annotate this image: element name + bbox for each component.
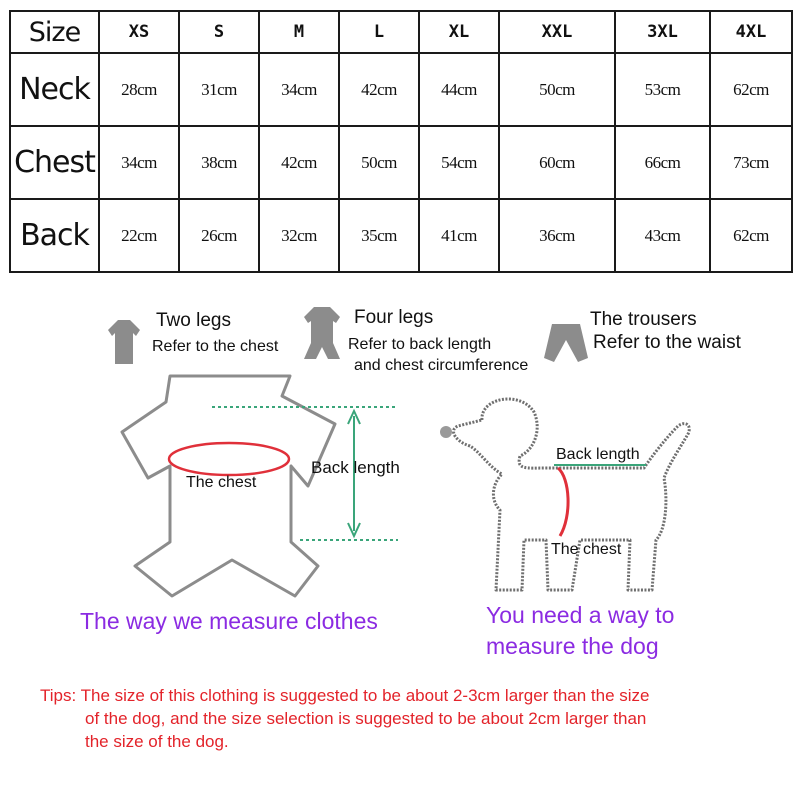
neck-row	[10, 53, 792, 126]
table-cell: 54cm	[419, 126, 499, 199]
four-legs-garment-icon	[300, 305, 344, 361]
trousers-title: The trousers	[590, 309, 697, 330]
two-legs-note: Refer to the chest	[152, 338, 279, 355]
table-cell: 50cm	[339, 126, 419, 199]
dog-caption-line1: You need a way to	[486, 602, 675, 628]
four-legs-note-line2: and chest circumference	[354, 357, 529, 374]
size-m-header: M	[259, 11, 339, 53]
table-cell: 22cm	[99, 199, 179, 272]
row-label-chest: Chest	[10, 126, 99, 199]
trousers-garment-icon	[542, 322, 590, 366]
table-cell: 44cm	[419, 53, 499, 126]
table-cell: 60cm	[499, 126, 615, 199]
table-cell: 38cm	[179, 126, 259, 199]
back-row	[10, 199, 792, 272]
table-cell: 32cm	[259, 199, 339, 272]
four-legs-note-line1: Refer to back length	[348, 336, 492, 353]
two-legs-title: Two legs	[156, 310, 231, 331]
table-cell: 62cm	[710, 53, 792, 126]
table-cell: 62cm	[710, 199, 792, 272]
legend-four-legs	[300, 305, 560, 380]
dog-caption-line2: measure the dog	[486, 633, 659, 659]
two-legs-garment-icon	[106, 318, 142, 366]
table-cell: 35cm	[339, 199, 419, 272]
table-cell: 66cm	[615, 126, 710, 199]
trousers-note: Refer to the waist	[593, 332, 741, 353]
table-cell: 31cm	[179, 53, 259, 126]
size-xl-header: XL	[419, 11, 499, 53]
four-legs-title: Four legs	[354, 307, 434, 328]
size-xxl-header: XXL	[499, 11, 615, 53]
table-cell: 42cm	[339, 53, 419, 126]
dog-measurement-illustration	[430, 390, 700, 600]
table-cell: 43cm	[615, 199, 710, 272]
row-label-neck: Neck	[10, 53, 99, 126]
legend-two-legs	[106, 310, 306, 370]
sizing-tips	[40, 684, 800, 753]
size-4xl-header: 4XL	[710, 11, 792, 53]
tips-line-1: Tips: The size of this clothing is suggested to be about 2-3cm larger than the size	[40, 686, 650, 705]
table-cell: 42cm	[259, 126, 339, 199]
table-cell: 26cm	[179, 199, 259, 272]
legend-trousers	[542, 308, 792, 368]
size-xs-header: XS	[99, 11, 179, 53]
table-cell: 34cm	[99, 126, 179, 199]
table-cell: 41cm	[419, 199, 499, 272]
table-cell: 28cm	[99, 53, 179, 126]
size-column-header: Size	[10, 11, 99, 53]
table-cell: 34cm	[259, 53, 339, 126]
size-l-header: L	[339, 11, 419, 53]
garment-back-length-label: Back length	[311, 458, 400, 477]
tips-line-3: the size of the dog.	[85, 732, 229, 751]
dog-back-length-label: Back length	[556, 446, 640, 463]
size-3xl-header: 3XL	[615, 11, 710, 53]
garment-chest-label: The chest	[186, 474, 257, 491]
chest-row	[10, 126, 792, 199]
clothes-caption: The way we measure clothes	[80, 608, 378, 634]
table-cell: 36cm	[499, 199, 615, 272]
table-cell: 50cm	[499, 53, 615, 126]
table-cell: 73cm	[710, 126, 792, 199]
size-s-header: S	[179, 11, 259, 53]
size-header-row	[10, 11, 792, 53]
size-chart-table	[9, 10, 793, 273]
dog-chest-label: The chest	[551, 541, 622, 558]
table-cell: 53cm	[615, 53, 710, 126]
tips-line-2: of the dog, and the size selection is suggested to be about 2cm larger than	[85, 709, 647, 728]
row-label-back: Back	[10, 199, 99, 272]
